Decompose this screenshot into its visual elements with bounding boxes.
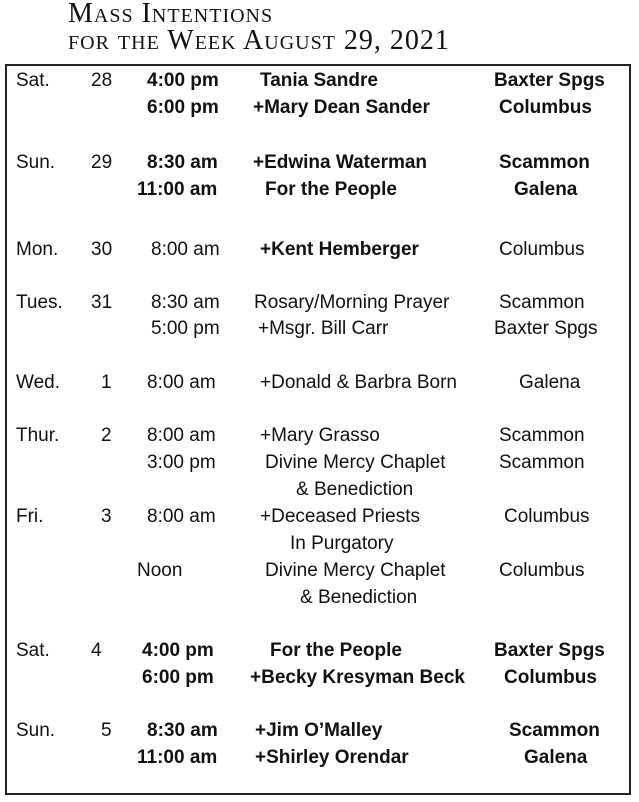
mass-location: Columbus [504,667,597,688]
mass-time: 6:00 pm [142,667,214,688]
mass-location: Galena [514,179,578,200]
date-number: 28 [91,70,113,91]
mass-intention: Divine Mercy Chaplet [265,560,446,581]
date-number: 5 [101,720,112,741]
mass-intention: +Deceased Priests [260,506,420,527]
mass-location: Baxter Spgs [494,70,605,91]
mass-intention: For the People [270,640,402,661]
date-number: 31 [91,292,113,313]
mass-intention: +Jim O’Malley [255,720,383,741]
mass-time: 8:00 am [151,239,220,260]
mass-intention: +Mary Grasso [260,425,380,446]
mass-time: 8:00 am [147,425,216,446]
mass-intention: +Shirley Orendar [255,747,409,768]
mass-location: Scammon [509,720,600,741]
mass-location: Galena [524,747,588,768]
mass-location: Scammon [499,452,585,473]
mass-intention: +Mary Dean Sander [253,97,430,118]
day-label: Mon. [16,239,59,260]
page-title-line-2: for the Week August 29, 2021 [68,25,450,56]
mass-time: 8:30 am [147,720,218,741]
mass-time: 4:00 pm [147,70,219,91]
page-title-line-1: Mass Intentions [68,0,274,29]
mass-location: Baxter Spgs [494,318,598,339]
date-number: 2 [101,425,112,446]
mass-intention: +Becky Kresyman Beck [250,667,465,688]
mass-location: Scammon [499,152,590,173]
mass-time: 6:00 pm [147,97,219,118]
date-number: 1 [101,372,112,393]
day-label: Sun. [16,152,56,173]
day-label: Sat. [16,640,50,661]
mass-intention: +Donald & Barbra Born [260,372,457,393]
mass-time: 8:30 am [147,152,218,173]
mass-intention: Rosary/Morning Prayer [254,292,450,313]
date-number: 3 [101,506,112,527]
mass-time: 11:00 am [137,179,218,200]
day-label: Fri. [16,506,44,527]
mass-intention: +Edwina Waterman [253,152,428,173]
mass-location: Scammon [499,292,585,313]
mass-intention: +Msgr. Bill Carr [258,318,389,339]
day-label: Sun. [16,720,56,741]
mass-time: 3:00 pm [147,452,216,473]
day-label: Thur. [16,425,60,446]
mass-time: 8:00 am [147,506,216,527]
mass-location: Columbus [499,239,585,260]
date-number: 30 [91,239,113,260]
day-label: Sat. [16,70,50,91]
mass-intention: Divine Mercy Chaplet [265,452,446,473]
mass-location: Columbus [504,506,590,527]
mass-intention: For the People [265,179,397,200]
mass-location: Columbus [499,97,592,118]
mass-location: Baxter Spgs [494,640,605,661]
date-number: 4 [91,640,102,661]
mass-time: Noon [137,560,183,581]
mass-location: Galena [519,372,581,393]
mass-intention: Tania Sandre [260,70,378,91]
day-label: Tues. [16,292,63,313]
mass-time: 11:00 am [137,747,218,768]
mass-location: Scammon [499,425,585,446]
mass-time: 4:00 pm [142,640,214,661]
mass-intention: +Kent Hemberger [260,239,419,260]
mass-intention-continued: & Benediction [296,479,414,500]
mass-location: Columbus [499,560,585,581]
mass-time: 8:00 am [147,372,216,393]
mass-time: 8:30 am [151,292,220,313]
date-number: 29 [91,152,113,173]
mass-intention-continued: & Benediction [300,587,418,608]
mass-intention-continued: In Purgatory [290,533,394,554]
mass-time: 5:00 pm [151,318,220,339]
day-label: Wed. [16,372,61,393]
